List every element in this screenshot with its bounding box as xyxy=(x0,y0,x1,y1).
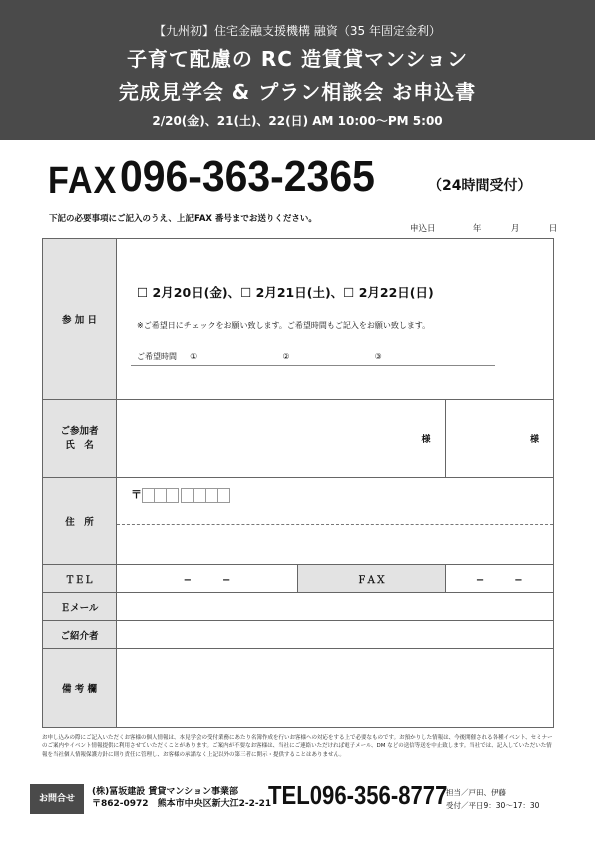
address-field[interactable] xyxy=(117,478,554,565)
address-label: 住 所 xyxy=(43,478,117,565)
fax-label: FAX xyxy=(48,160,118,202)
notes-field[interactable] xyxy=(117,649,554,728)
email-label: Ｅメール xyxy=(43,593,117,621)
header-event-dates: 2/20(金)、21(土)、22(日) AM 10:00〜PM 5:00 xyxy=(152,114,443,128)
privacy-notice: お申し込みの際にご記入いただくお客様の個人情報は、本見学会の受付業務にあたり名簿作成を行いお客様への対応をする上で必要なものです。お預かりした情報は、今後開催される各種イベント、セミナーのご案内やイベント情報提供に利用させていただくことがあります。ご案内が不要なお客様は、当社にご連絡いただければ電子メール、DM などの送信等送を中止致します。当社では、記入していただいた情報を当社個人情報保護方針に則り責任に管理し、お客様の承諾なく上記以外の第三者に開示・提供することはありません。 xyxy=(42,735,553,758)
tel-field[interactable]: − − xyxy=(117,565,298,593)
postal-mark: 〒 xyxy=(131,488,142,501)
company-address: 〒862-0972 熊本市中央区新大江2-2-21 xyxy=(92,799,272,809)
header-banner xyxy=(0,0,595,140)
application-date-day: 日 xyxy=(548,224,558,234)
instruction-text: 下記の必要事項にご記入のうえ、上記FAX 番号までお送りください。 xyxy=(49,214,317,224)
preferred-time-label: ご希望時間 xyxy=(137,352,177,361)
application-date-month: 月 xyxy=(510,224,520,234)
participant-name-2[interactable]: 様 xyxy=(445,400,553,478)
company-name: (株)冨坂建設 賃貸マンション事業部 xyxy=(92,787,238,797)
fax-note: （24時間受付） xyxy=(428,178,532,194)
contact-phone[interactable]: TEL096-356-8777 xyxy=(268,780,448,810)
fax-field-label: ＦＡＸ xyxy=(298,565,446,593)
contact-label: お問合せ xyxy=(30,784,84,814)
office-hours: 受付／平日9：30〜17：30 xyxy=(446,801,540,810)
attend-day-label: 参 加 日 xyxy=(43,239,117,400)
application-form xyxy=(42,238,554,728)
attend-day-options[interactable]: ☐ 2月20日(金)、☐ 2月21日(土)、☐ 2月22日(日) xyxy=(137,285,434,300)
application-date-year: 年 xyxy=(472,224,482,234)
header-title-line2: 完成見学会 & プラン相談会 お申込書 xyxy=(118,80,477,104)
participant-name-1[interactable]: 様 xyxy=(117,400,446,478)
participant-name-label: ご参加者 氏 名 xyxy=(43,400,117,478)
preferred-time-row xyxy=(131,351,495,366)
application-date-label: 申込日 xyxy=(410,224,436,234)
preferred-time-1[interactable]: ① xyxy=(190,352,198,361)
tel-label: ＴＥＬ xyxy=(43,565,117,593)
staff-names: 担当／戸田、伊藤 xyxy=(446,788,506,797)
email-field[interactable] xyxy=(117,593,554,621)
attend-day-note: ※ご希望日にチェックをお願い致します。ご希望時間もご記入をお願い致します。 xyxy=(137,321,431,330)
preferred-time-3[interactable]: ③ xyxy=(374,352,382,361)
company-info xyxy=(92,786,271,810)
fax-number: 096-363-2365 xyxy=(120,152,375,201)
notes-label: 備 考 欄 xyxy=(43,649,117,728)
header-subtitle: 【九州初】住宅金融支援機構 融資（35 年固定金利） xyxy=(154,24,441,38)
referrer-field[interactable] xyxy=(117,621,554,649)
address-divider xyxy=(117,524,553,525)
fax-field[interactable]: − − xyxy=(445,565,553,593)
application-date xyxy=(410,222,557,234)
preferred-time-2[interactable]: ② xyxy=(282,352,290,361)
header-title-line1: 子育て配慮の RC 造賃貸マンション xyxy=(126,47,469,71)
referrer-label: ご紹介者 xyxy=(43,621,117,649)
postal-code[interactable] xyxy=(131,486,230,503)
attend-day-field xyxy=(117,239,554,400)
staff-info xyxy=(446,786,539,812)
